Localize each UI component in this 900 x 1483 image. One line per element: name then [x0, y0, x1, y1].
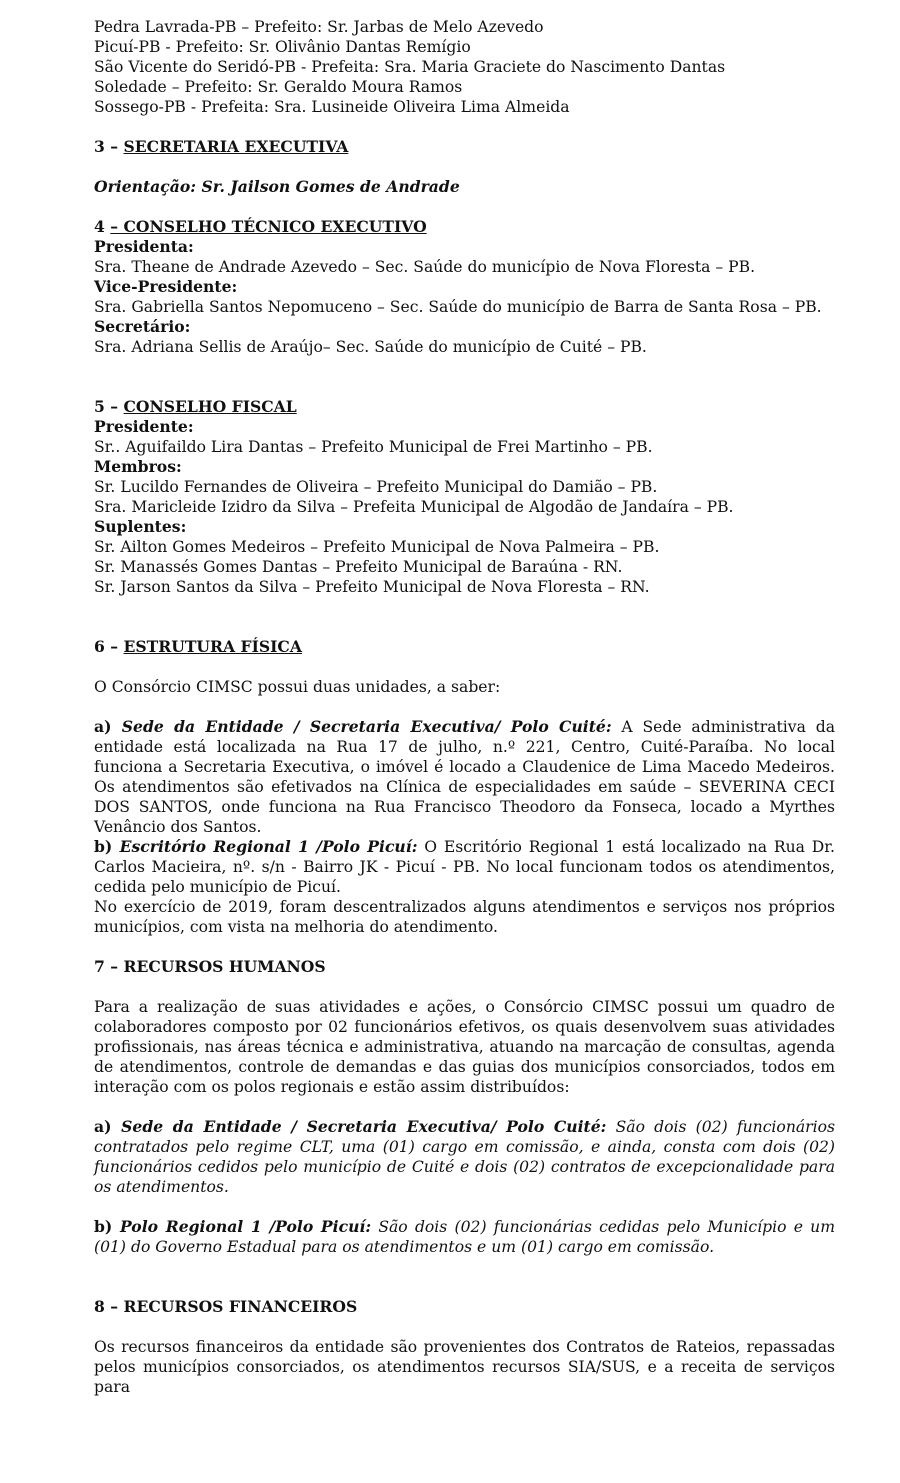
item-b-text: São dois (02) funcionárias cedidas pelo Município e um (01) do Governo Estadual para os atendimentos e um (01) cargo em comissão.: [94, 1218, 835, 1256]
item-b-prefix: b): [94, 837, 120, 856]
section-6-heading: [94, 637, 835, 657]
item-b-prefix: b): [94, 1217, 120, 1236]
prefeito-line: Soledade – Prefeito: Sr. Geraldo Moura Ramos: [94, 78, 463, 96]
vice-line: Sra. Gabriella Santos Nepomuceno – Sec. Saúde do município de Barra de Santa Rosa – PB.: [94, 298, 822, 316]
item-a-label: Sede da Entidade / Secretaria Executiva/ Polo Cuité:: [121, 717, 612, 736]
suplentes-label: Suplentes:: [94, 517, 187, 536]
item-a-prefix: a): [94, 1117, 122, 1136]
suplente-line: Sr. Manassés Gomes Dantas – Prefeito Municipal de Baraúna - RN.: [94, 558, 623, 576]
section-7-item-b: [94, 1217, 835, 1257]
section-4-number: 4: [94, 217, 111, 236]
presidente-label: Presidente:: [94, 417, 194, 436]
membro-line: Sra. Maricleide Izidro da Silva – Prefeita Municipal de Algodão de Jandaíra – PB.: [94, 498, 734, 516]
suplente-line: Sr. Ailton Gomes Medeiros – Prefeito Municipal de Nova Palmeira – PB.: [94, 538, 660, 556]
presidenta-label: Presidenta:: [94, 237, 194, 256]
item-b-label: Escritório Regional 1 /Polo Picuí:: [119, 837, 418, 856]
section-6-item-b: [94, 837, 835, 897]
prefeito-line: Sossego-PB - Prefeita: Sra. Lusineide Oliveira Lima Almeida: [94, 98, 570, 116]
section-5-heading: [94, 397, 835, 417]
secretario-line: Sra. Adriana Sellis de Araújo– Sec. Saúde do município de Cuité – PB.: [94, 338, 647, 356]
item-b-text: O Escritório Regional 1 está localizado na Rua Dr. Carlos Macieira, nº. s/n - Bairro JK - Picuí - PB. No local funcionam todos os atendimentos, cedida pelo município de Picuí.: [94, 838, 835, 896]
item-a-text: A Sede administrativa da entidade está localizada na Rua 17 de julho, n.º 221, Centro, Cuité-Paraíba. No local funciona a Secretaria Executiva, o imóvel é locado a Claudenice de Lima Macedo Medeiros. Os atendimentos são efetivados na Clínica de especialidades em saúde – SEVERINA CECI DOS SANTOS, onde funciona na Rua Francisco Theodoro da Fonseca, locado a Myrthes Venâncio dos Santos.: [94, 718, 835, 836]
suplente-line: Sr. Jarson Santos da Silva – Prefeito Municipal de Nova Floresta – RN.: [94, 578, 650, 596]
prefeito-line: Pedra Lavrada-PB – Prefeito: Sr. Jarbas de Melo Azevedo: [94, 18, 544, 36]
item-a-label: Sede da Entidade / Secretaria Executiva/ Polo Cuité:: [121, 1117, 607, 1136]
section-7-intro: Para a realização de suas atividades e ações, o Consórcio CIMSC possui um quadro de colaboradores composto por 02 funcionários efetivos, os quais desenvolvem suas atividades profissionais, nas áreas técnica e administrativa, atuando na marcação de consultas, agenda de atendimentos, controle de demandas e das guias dos municípios consorciados, todos em interação com os polos regionais e estão assim distribuídos:: [94, 998, 835, 1096]
membros-label: Membros:: [94, 457, 182, 476]
section-6-title: ESTRUTURA FÍSICA: [123, 637, 302, 656]
prefeito-line: São Vicente do Seridó-PB - Prefeita: Sra. Maria Graciete do Nascimento Dantas: [94, 58, 726, 76]
section-3-title: SECRETARIA EXECUTIVA: [123, 137, 349, 156]
prefeito-line: Picuí-PB - Prefeito: Sr. Olivânio Dantas Remígio: [94, 38, 471, 56]
item-a-text: São dois (02) funcionários contratados pelo regime CLT, uma (01) cargo em comissão, e ainda, consta com dois (02) funcionários cedidos pelo município de Cuité e dois (02) contratos de excepcionalidade para os atendimentos.: [94, 1118, 835, 1196]
section-6-intro: O Consórcio CIMSC possui duas unidades, a saber:: [94, 678, 501, 696]
section-4-title: – CONSELHO TÉCNICO EXECUTIVO: [110, 217, 427, 236]
item-a-prefix: a): [94, 717, 122, 736]
section-3-heading: [94, 137, 835, 157]
item-b-label: Polo Regional 1 /Polo Picuí:: [120, 1217, 372, 1236]
section-3-number: 3 –: [94, 137, 124, 156]
section-8-heading: 8 – RECURSOS FINANCEIROS: [94, 1297, 358, 1316]
section-6-extra: No exercício de 2019, foram descentralizados alguns atendimentos e serviços nos próprios municípios, com vista na melhoria do atendimento.: [94, 898, 835, 936]
presidente-line: Sr.. Aguifaildo Lira Dantas – Prefeito Municipal de Frei Martinho – PB.: [94, 438, 653, 456]
section-6-item-a: [94, 717, 835, 837]
section-6-number: 6 –: [94, 637, 124, 656]
vice-label: Vice-Presidente:: [94, 277, 238, 296]
section-5-number: 5 –: [94, 397, 124, 416]
orientacao-line: Orientação: Sr. Jailson Gomes de Andrade: [94, 177, 460, 196]
section-7-item-a: [94, 1117, 835, 1197]
section-5-title: CONSELHO FISCAL: [123, 397, 297, 416]
prefeitos-list: [94, 17, 835, 117]
section-4-heading: [94, 217, 835, 237]
membro-line: Sr. Lucildo Fernandes de Oliveira – Prefeito Municipal do Damião – PB.: [94, 478, 658, 496]
section-8-intro: Os recursos financeiros da entidade são provenientes dos Contratos de Rateios, repassadas pelos municípios consorciados, os atendimentos recursos SIA/SUS, e a receita de serviços para: [94, 1338, 835, 1396]
section-7-heading: 7 – RECURSOS HUMANOS: [94, 957, 326, 976]
presidenta-line: Sra. Theane de Andrade Azevedo – Sec. Saúde do município de Nova Floresta – PB.: [94, 258, 756, 276]
secretario-label: Secretário:: [94, 317, 191, 336]
